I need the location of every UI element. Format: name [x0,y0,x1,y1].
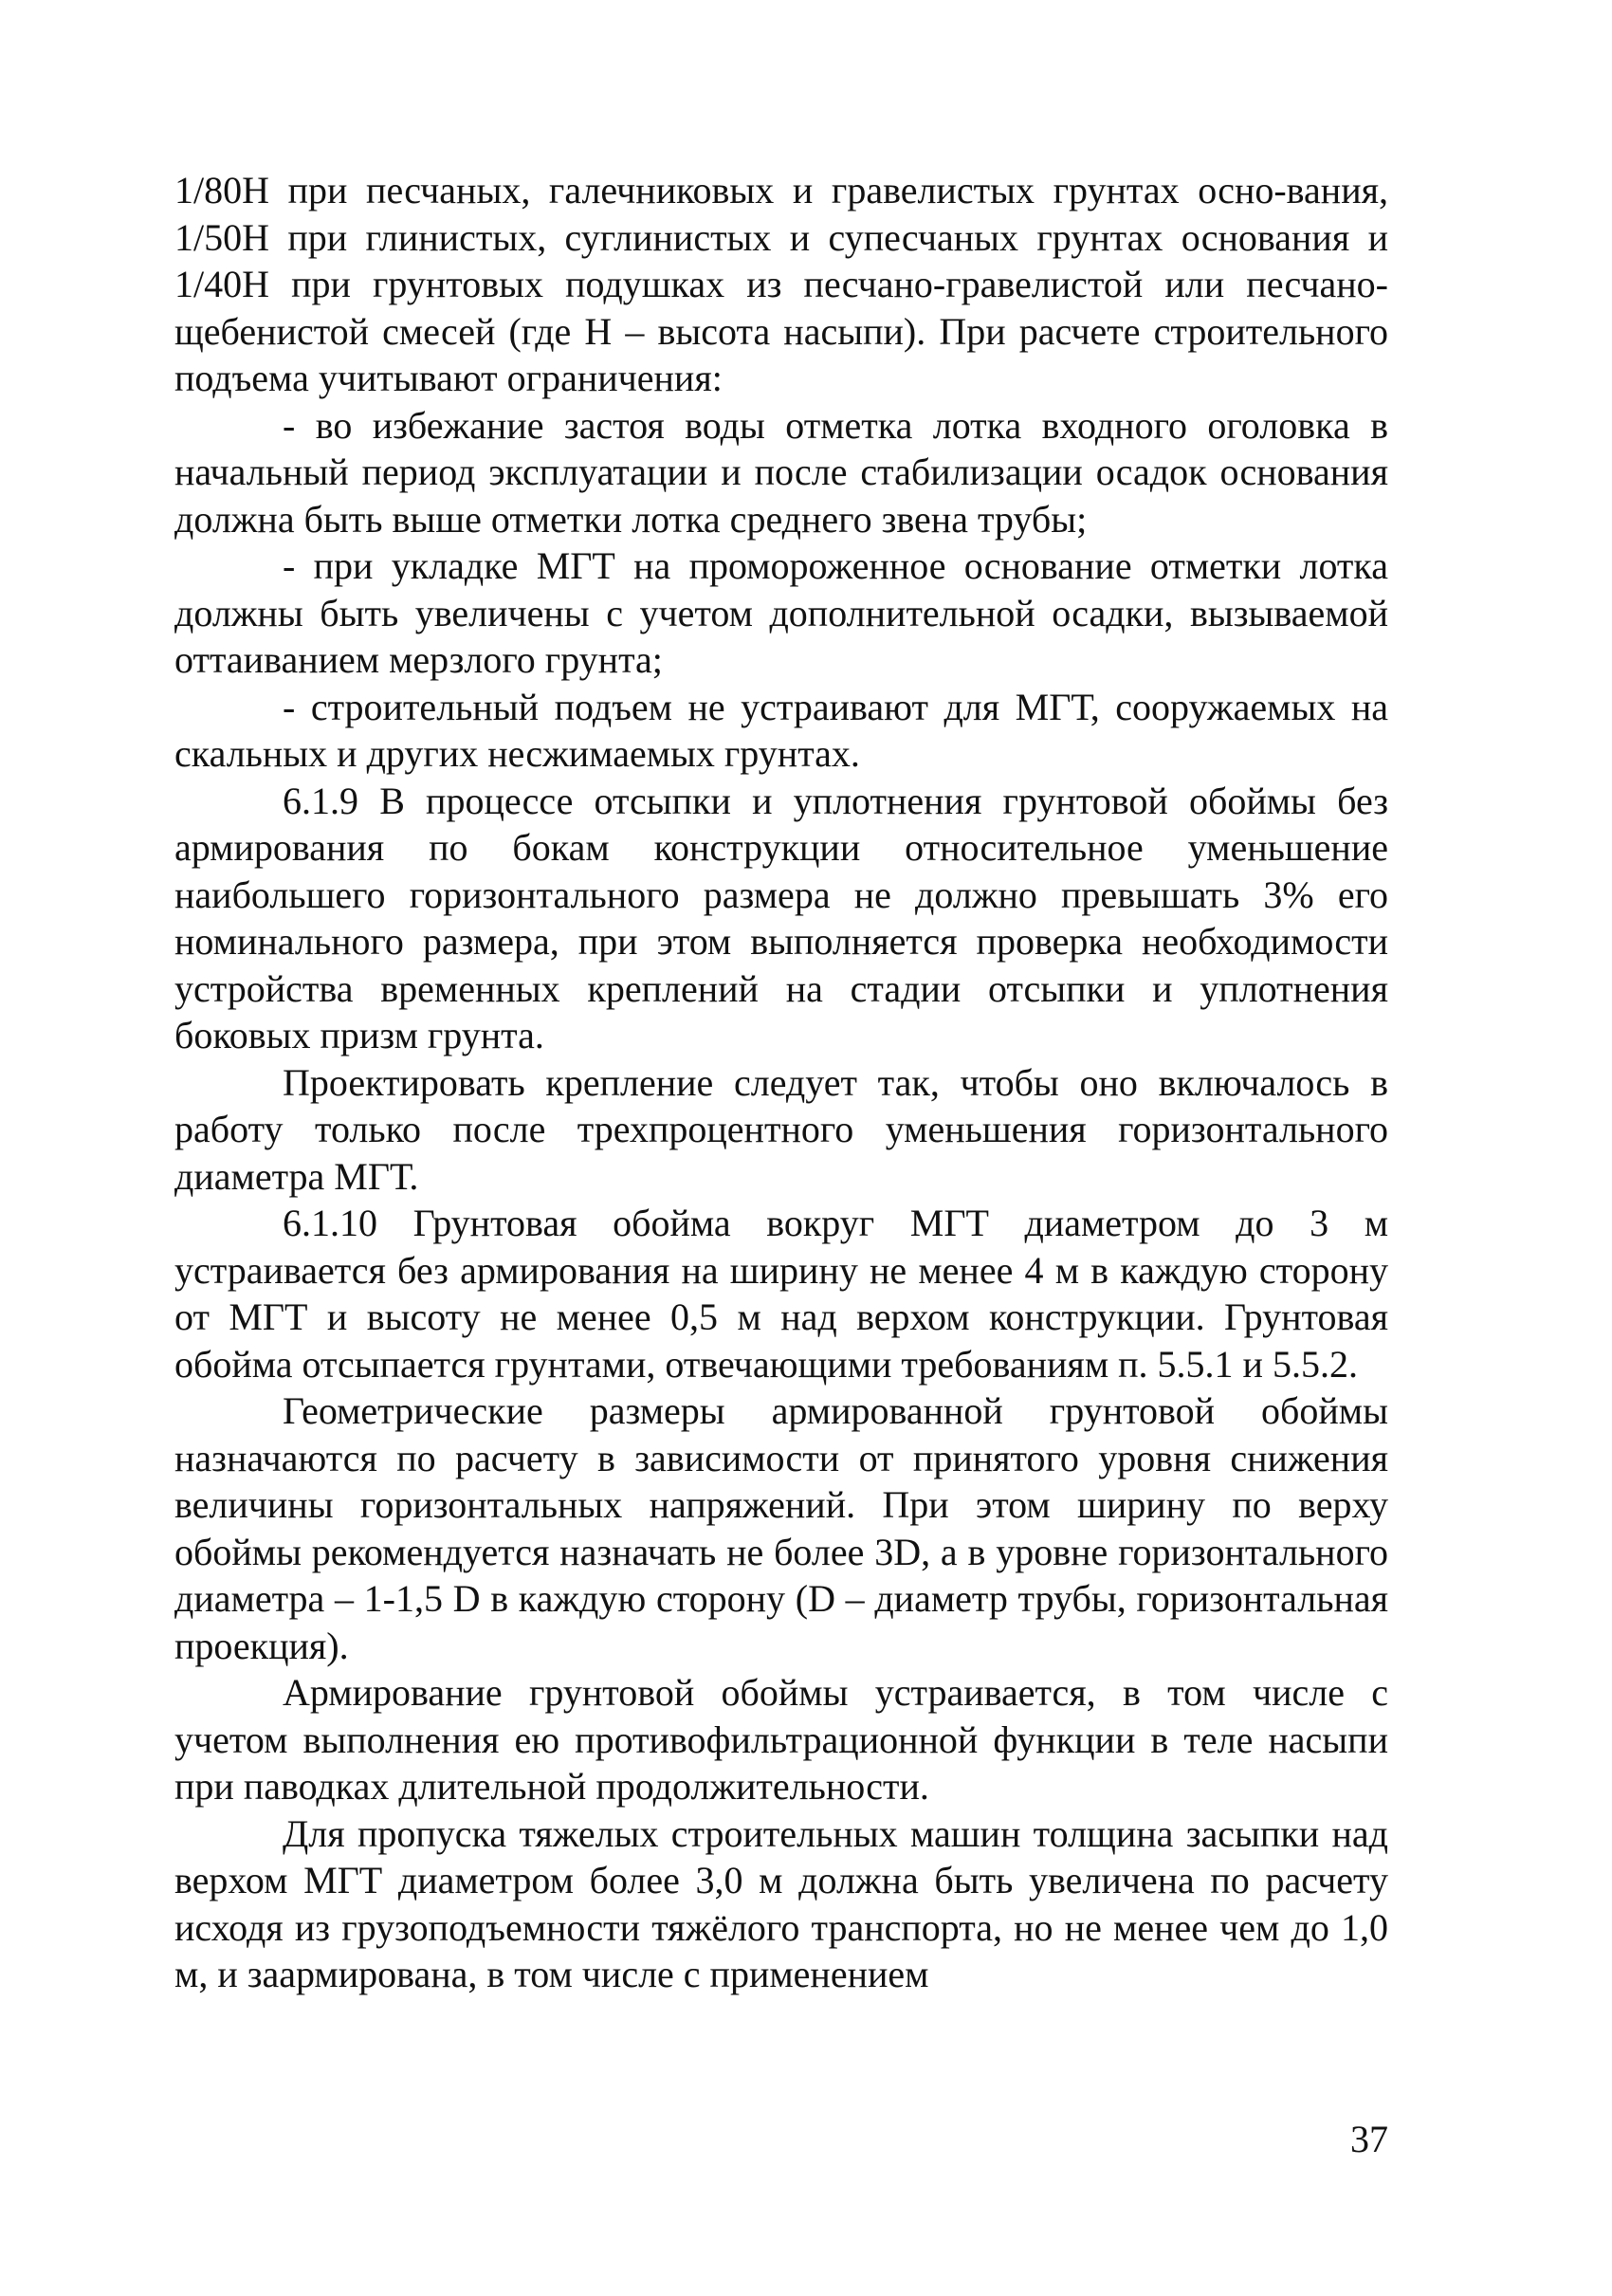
paragraph-rock-soils: - строительный подъем не устраивают для МГТ, сооружаемых на скальных и других несжимаемых грунтах. [174,685,1388,775]
paragraph-reinforcement: Армирование грунтовой обоймы устраивается, в том числе с учетом выполнения ею противофильтрационной функции в теле насыпи при паводках длительной продолжительности. [174,1671,1388,1808]
paragraph-6-1-10: 6.1.10 Грунтовая обойма вокруг МГТ диаметром до 3 м устраивается без армирования на ширину не менее 4 м в каждую сторону от МГТ и высоту не менее 0,5 м над верхом конструкции. Грунтовая обойма отсыпается грунтами, отвечающими требованиям п. 5.5.1 и 5.5.2. [174,1202,1388,1386]
paragraph-foundation-ratios: 1/80Н при песчаных, галечниковых и гравелистых грунтах осно-вания, 1/50Н при глинистых, суглинистых и супесчаных грунтах основания и 1/40Н при грунтовых подушках из песчано-гравелистой или песчано-щебенистой смесей (где Н – высота насыпи). При расчете строительного подъема учитывают ограничения: [174,169,1388,399]
paragraph-water-stagnation: - во избежание застоя воды отметка лотка входного оголовка в начальный период эксплуатации и после стабилизации осадок основания должна быть выше отметки лотка среднего звена трубы; [174,403,1388,541]
paragraph-6-1-9: 6.1.9 В процессе отсыпки и уплотнения грунтовой обоймы без армирования по бокам конструкции относительное уменьшение наибольшего горизонтального размера не должно превышать 3% его номинального размера, при этом выполняется проверка необходимости устройства временных креплений на стадии отсыпки и уплотнения боковых призм грунта. [174,779,1388,1056]
paragraph-geometric-dimensions: Геометрические размеры армированной грунтовой обоймы назначаются по расчету в зависимости от принятого уровня снижения величины горизонтальных напряжений. При этом ширину по верху обоймы рекомендуется назначать не более 3D, а в уровне горизонтального диаметра – 1-1,5 D в каждую сторону (D – диаметр трубы, горизонтальная проекция). [174,1389,1388,1667]
paragraph-heavy-machinery: Для пропуска тяжелых строительных машин толщина засыпки над верхом МГТ диаметром более 3,0 м должна быть увеличена по расчету исходя из грузоподъемности тяжёлого транспорта, но не менее чем до 1,0 м, и заармирована, в том числе с применением [174,1811,1388,1995]
body-text [174,167,1388,1998]
page-number: 37 [1350,2118,1388,2160]
paragraph-frozen-base: - при укладке МГТ на промороженное основание отметки лотка должны быть увеличены с учетом дополнительной осадки, вызываемой оттаиванием мерзлого грунта; [174,544,1388,681]
paragraph-fastening-design: Проектировать крепление следует так, чтобы оно включалось в работу только после трехпроцентного уменьшения горизонтального диаметра МГТ. [174,1060,1388,1198]
